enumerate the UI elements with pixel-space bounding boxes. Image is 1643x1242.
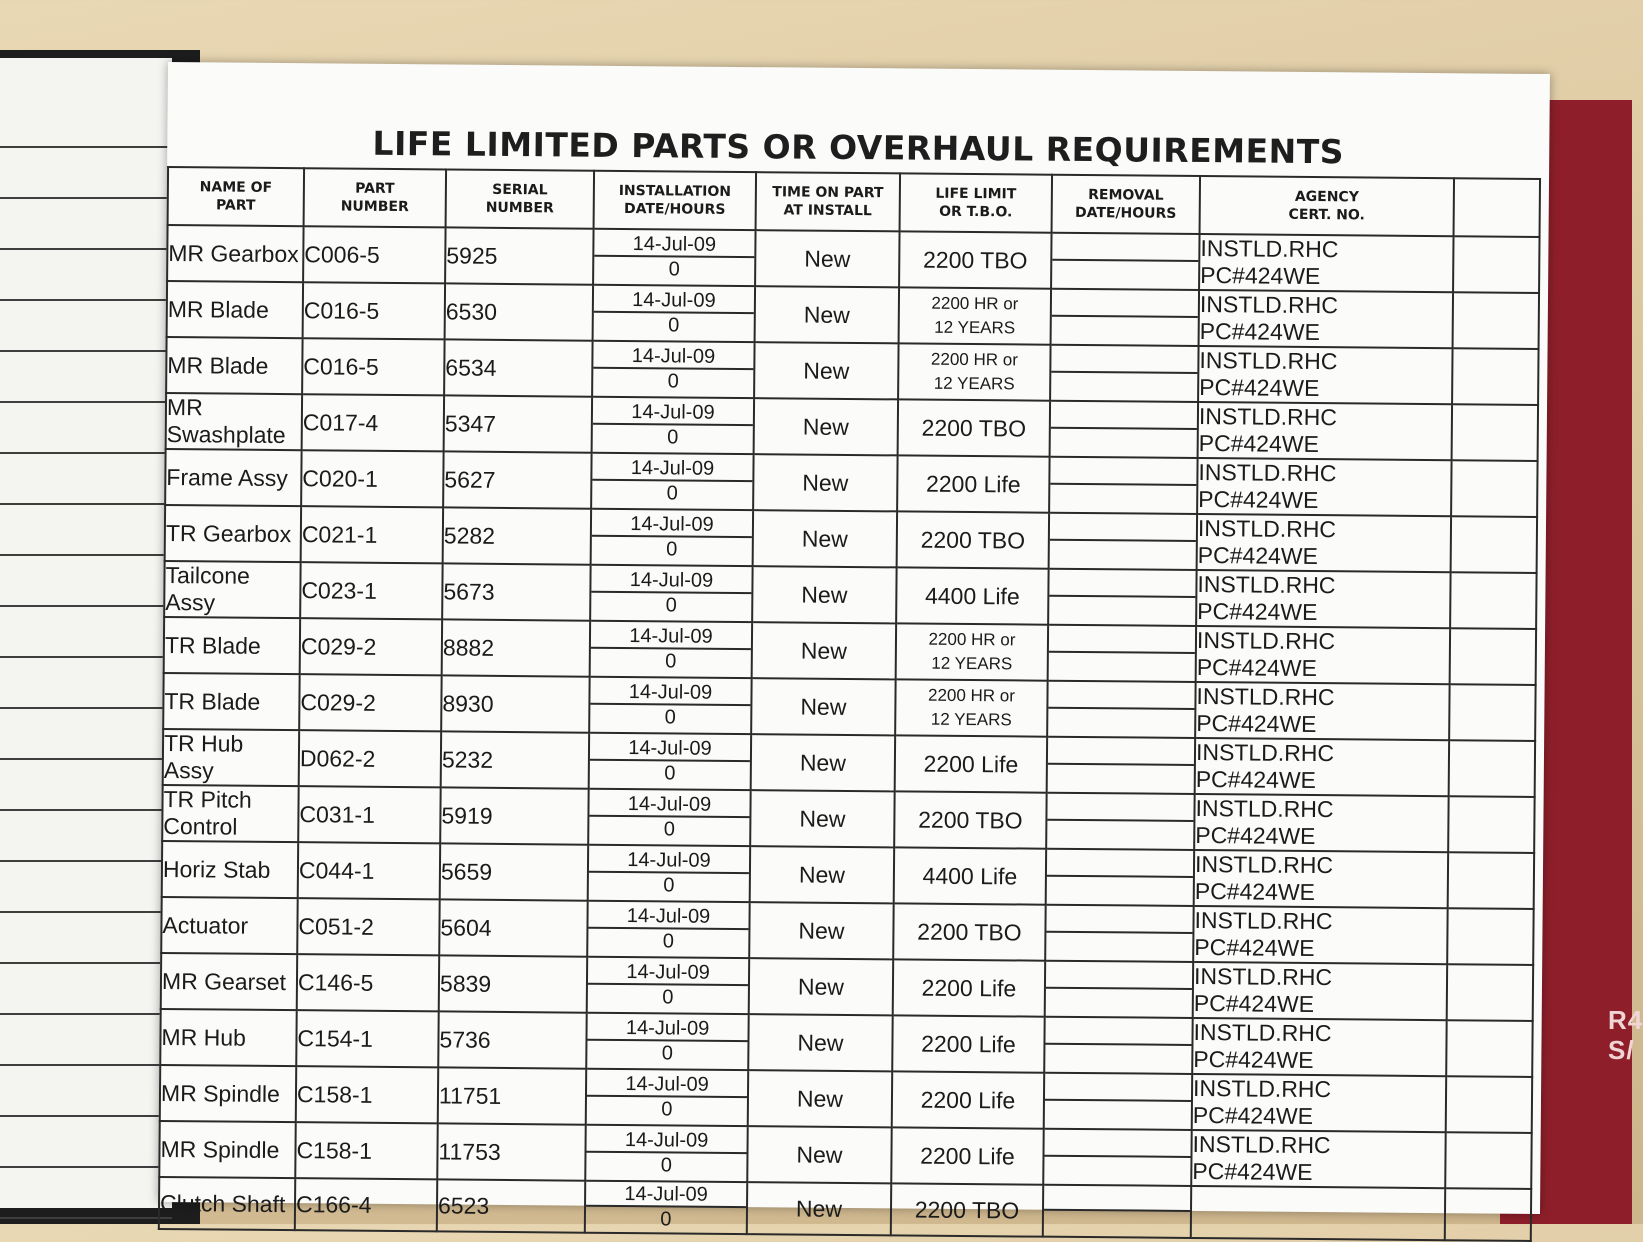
agency-cert: INSTLD.RHC PC#424WE [1194, 850, 1448, 908]
left-lined-page [0, 58, 172, 1208]
removal-date [1049, 573, 1195, 598]
life-limit: 2200 HR or 12 YEARS [898, 343, 1050, 400]
agency-cert: INSTLD.RHC PC#424WE [1194, 794, 1448, 852]
installation-cell [588, 845, 750, 902]
header-agency: AGENCY CERT. NO. [1200, 176, 1454, 236]
removal-cell [1048, 625, 1196, 682]
ruled-line [0, 1217, 172, 1219]
ruled-line [0, 656, 172, 658]
time-on-part: New [751, 678, 895, 735]
removal-cell [1050, 345, 1198, 402]
removal-date [1049, 629, 1195, 654]
serial-number: 6534 [444, 339, 592, 396]
part-number: C021-1 [301, 506, 443, 563]
removal-hours [1051, 429, 1197, 454]
serial-number: 5839 [439, 955, 587, 1012]
ruled-line [0, 503, 172, 505]
part-number: C017-4 [302, 394, 444, 451]
life-limit: 4400 Life [894, 847, 1046, 904]
installation-date: 14-Jul-09 [589, 793, 749, 818]
part-number: C154-1 [296, 1010, 438, 1067]
installation-date: 14-Jul-09 [590, 681, 750, 706]
ruled-line [0, 758, 172, 760]
removal-date [1052, 237, 1198, 262]
life-limit: 2200 Life [892, 1071, 1044, 1128]
ruled-line [0, 350, 172, 352]
removal-cell [1046, 849, 1194, 906]
removal-hours [1047, 821, 1193, 846]
agency-cert: INSTLD.RHC PC#424WE [1192, 1018, 1446, 1076]
ruled-line [0, 809, 172, 811]
header-life-limit: LIFE LIMIT OR T.B.O. [900, 173, 1053, 232]
installation-date: 14-Jul-09 [586, 1183, 746, 1208]
time-on-part: New [751, 734, 895, 791]
installation-hours: 0 [664, 706, 676, 729]
agency-cert: INSTLD.RHC PC#424WE [1197, 514, 1451, 572]
installation-date: 14-Jul-09 [594, 233, 754, 258]
removal-date [1045, 1021, 1191, 1046]
life-limit: 2200 HR or 12 YEARS [899, 287, 1051, 344]
removal-date [1052, 293, 1198, 318]
ruled-line [0, 911, 172, 913]
part-name: Clutch Shaft [159, 1177, 295, 1230]
removal-hours [1048, 709, 1194, 734]
life-limit: 2200 HR or 12 YEARS [895, 679, 1047, 736]
installation-cell [590, 621, 752, 678]
part-number: C029-2 [299, 674, 441, 731]
part-name: MR Blade [167, 281, 303, 338]
agency-cert: INSTLD.RHC PC#424WE [1193, 906, 1447, 964]
agency-cert: INSTLD.RHC PC#424WE [1192, 1074, 1446, 1132]
time-on-part: New [750, 790, 894, 847]
time-on-part: New [748, 1014, 892, 1071]
removal-hours [1048, 765, 1194, 790]
removal-date [1048, 685, 1194, 710]
ruled-line [0, 962, 172, 964]
removal-hours [1052, 261, 1198, 286]
part-name: MR Gearbox [167, 225, 303, 282]
blank-cell [1450, 628, 1536, 685]
removal-hours [1047, 877, 1193, 902]
page-title: LIFE LIMITED PARTS OR OVERHAUL REQUIREMENTS [372, 123, 1345, 172]
agency-cert: INSTLD.RHC PC#424WE [1191, 1130, 1445, 1188]
agency-cert: INSTLD.RHC PC#424WE [1197, 458, 1451, 516]
installation-date: 14-Jul-09 [589, 849, 749, 874]
ruled-line [0, 554, 172, 556]
ruled-line [0, 1013, 172, 1015]
time-on-part: New [747, 1182, 891, 1235]
life-limit: 2200 HR or 12 YEARS [896, 623, 1048, 680]
removal-date [1050, 461, 1196, 486]
life-limit: 2200 TBO [898, 399, 1050, 456]
removal-hours [1049, 653, 1195, 678]
removal-hours [1046, 989, 1192, 1014]
installation-cell [592, 341, 754, 398]
life-limit: 2200 TBO [893, 903, 1045, 960]
part-number: C031-1 [298, 786, 440, 843]
removal-cell [1051, 289, 1199, 346]
serial-number: 8930 [441, 675, 589, 732]
part-name: TR Gearbox [165, 505, 301, 562]
agency-cert: INSTLD.RHC PC#424WE [1199, 234, 1453, 292]
blank-cell [1448, 796, 1534, 853]
time-on-part: New [749, 958, 893, 1015]
removal-hours [1049, 597, 1195, 622]
blank-cell [1446, 1020, 1532, 1077]
agency-cert: INSTLD.RHC PC#424WE [1198, 402, 1452, 460]
part-name: MR Swashplate [166, 393, 302, 450]
ruled-line [0, 1064, 172, 1066]
serial-number: 11753 [437, 1123, 585, 1180]
blank-cell [1447, 908, 1533, 965]
removal-date [1044, 1133, 1190, 1158]
removal-date [1051, 349, 1197, 374]
time-on-part: New [755, 230, 899, 287]
installation-cell [586, 1069, 748, 1126]
serial-number: 5604 [439, 899, 587, 956]
installation-hours: 0 [663, 818, 675, 841]
part-name: TR Blade [164, 617, 300, 674]
life-limit: 2200 TBO [891, 1183, 1043, 1236]
removal-cell [1051, 233, 1199, 290]
serial-number: 5282 [443, 507, 591, 564]
installation-cell [591, 509, 753, 566]
blank-cell [1449, 684, 1535, 741]
installation-cell [590, 565, 752, 622]
removal-date [1046, 965, 1192, 990]
part-number: D062-2 [299, 730, 441, 787]
installation-cell [593, 229, 755, 286]
part-number: C006-5 [303, 226, 445, 283]
serial-number: 5673 [442, 563, 590, 620]
serial-number: 8882 [442, 619, 590, 676]
serial-number: 5232 [441, 731, 589, 788]
serial-number: 5736 [438, 1011, 586, 1068]
removal-hours [1050, 541, 1196, 566]
time-on-part: New [752, 622, 896, 679]
ruled-line [0, 707, 172, 709]
installation-hours: 0 [660, 1154, 673, 1177]
agency-cert: INSTLD.RHC PC#424WE [1195, 682, 1449, 740]
time-on-part: New [753, 454, 897, 511]
part-number: C016-5 [302, 338, 444, 395]
installation-date: 14-Jul-09 [592, 457, 752, 482]
cover-text: R4 S/ [1608, 1005, 1643, 1065]
removal-cell [1047, 681, 1195, 738]
removal-date [1046, 909, 1192, 934]
installation-hours: 0 [665, 650, 677, 673]
installation-date: 14-Jul-09 [594, 289, 754, 314]
part-number: C158-1 [295, 1122, 437, 1179]
installation-date: 14-Jul-09 [592, 513, 752, 538]
blank-cell [1451, 516, 1537, 573]
part-name: Actuator [161, 897, 297, 954]
removal-cell [1044, 1073, 1192, 1130]
installation-hours: 0 [664, 762, 676, 785]
ruled-line [0, 605, 172, 607]
installation-hours: 0 [663, 874, 675, 897]
serial-number: 5919 [440, 787, 588, 844]
installation-date: 14-Jul-09 [586, 1129, 746, 1154]
installation-hours: 0 [660, 1208, 672, 1231]
time-on-part: New [750, 846, 894, 903]
table-row [159, 1177, 1531, 1241]
installation-hours: 0 [662, 986, 674, 1009]
serial-number: 11751 [438, 1067, 586, 1124]
part-name: Frame Assy [165, 449, 301, 506]
blank-cell [1450, 572, 1536, 629]
time-on-part: New [748, 1070, 892, 1127]
installation-cell [585, 1181, 747, 1234]
ruled-line [0, 248, 172, 250]
removal-date [1051, 405, 1197, 430]
installation-hours: 0 [668, 314, 680, 337]
removal-cell [1047, 737, 1195, 794]
installation-date: 14-Jul-09 [590, 737, 750, 762]
removal-hours [1045, 1101, 1191, 1126]
serial-number: 6523 [437, 1179, 585, 1232]
removal-hours [1052, 317, 1198, 342]
serial-number: 5347 [444, 395, 592, 452]
installation-cell [591, 453, 753, 510]
removal-cell [1048, 569, 1196, 626]
time-on-part: New [747, 1126, 891, 1183]
removal-cell [1050, 401, 1198, 458]
part-name: TR Hub Assy [163, 729, 299, 786]
life-limit: 2200 Life [895, 735, 1047, 792]
part-number: C020-1 [301, 450, 443, 507]
installation-cell [589, 733, 751, 790]
installation-cell [587, 901, 749, 958]
serial-number: 5627 [443, 451, 591, 508]
part-number: C051-2 [297, 898, 439, 955]
removal-hours [1045, 1045, 1191, 1070]
agency-cert [1191, 1186, 1445, 1240]
part-name: MR Hub [160, 1009, 296, 1066]
serial-number: 5925 [445, 227, 593, 284]
logbook-page [158, 62, 1550, 1231]
installation-date: 14-Jul-09 [591, 569, 751, 594]
installation-date: 14-Jul-09 [587, 1017, 747, 1042]
header-installation: INSTALLATION DATE/HOURS [594, 171, 756, 230]
removal-cell [1049, 457, 1197, 514]
ruled-line [0, 299, 172, 301]
blank-cell [1445, 1188, 1531, 1241]
agency-cert: INSTLD.RHC PC#424WE [1196, 626, 1450, 684]
ruled-line [0, 197, 172, 199]
blank-cell [1453, 292, 1539, 349]
removal-hours [1050, 485, 1196, 510]
part-name: MR Spindle [159, 1121, 295, 1178]
installation-hours: 0 [666, 482, 678, 505]
installation-cell [587, 957, 749, 1014]
installation-date: 14-Jul-09 [593, 345, 753, 370]
part-number: C023-1 [300, 562, 442, 619]
ruled-line [0, 146, 172, 148]
installation-cell [589, 677, 751, 734]
removal-hours [1044, 1211, 1190, 1236]
ruled-line [0, 860, 172, 862]
installation-date: 14-Jul-09 [588, 961, 748, 986]
blank-cell [1451, 460, 1537, 517]
installation-hours: 0 [667, 426, 679, 449]
removal-date [1044, 1187, 1190, 1212]
part-name: MR Spindle [160, 1065, 296, 1122]
part-number: C029-2 [300, 618, 442, 675]
time-on-part: New [754, 342, 898, 399]
installation-date: 14-Jul-09 [591, 625, 751, 650]
ruled-line [0, 1166, 172, 1168]
part-number: C016-5 [303, 282, 445, 339]
blank-cell [1453, 236, 1539, 293]
removal-hours [1046, 933, 1192, 958]
installation-hours: 0 [661, 1042, 674, 1065]
part-name: Tailcone Assy [164, 561, 300, 618]
blank-cell [1447, 964, 1533, 1021]
removal-date [1048, 741, 1194, 766]
life-limit: 2200 Life [893, 959, 1045, 1016]
agency-cert: INSTLD.RHC PC#424WE [1195, 738, 1449, 796]
blank-cell [1452, 404, 1538, 461]
part-number: C158-1 [296, 1066, 438, 1123]
header-name-of-part: NAME OF PART [168, 167, 305, 226]
agency-cert: INSTLD.RHC PC#424WE [1198, 346, 1452, 404]
installation-date: 14-Jul-09 [588, 905, 748, 930]
time-on-part: New [755, 286, 899, 343]
removal-date [1045, 1077, 1191, 1102]
life-limit: 4400 Life [896, 567, 1048, 624]
life-limit: 2200 TBO [899, 231, 1051, 288]
blank-cell [1449, 740, 1535, 797]
part-name: TR Blade [163, 673, 299, 730]
installation-hours: 0 [661, 1098, 673, 1121]
header-serial-number: SERIAL NUMBER [446, 169, 595, 228]
installation-cell [585, 1125, 747, 1182]
removal-cell [1043, 1185, 1191, 1238]
parts-table [158, 166, 1541, 1242]
header-removal: REMOVAL DATE/HOURS [1052, 175, 1201, 234]
installation-date: 14-Jul-09 [593, 401, 753, 426]
life-limit: 2200 TBO [894, 791, 1046, 848]
part-name: Horiz Stab [162, 841, 298, 898]
blank-cell [1448, 852, 1534, 909]
removal-date [1047, 797, 1193, 822]
part-number: C146-5 [297, 954, 439, 1011]
removal-hours [1051, 373, 1197, 398]
installation-cell [586, 1013, 748, 1070]
installation-hours: 0 [665, 594, 677, 617]
agency-cert: INSTLD.RHC PC#424WE [1196, 570, 1450, 628]
serial-number: 5659 [440, 843, 588, 900]
time-on-part: New [752, 566, 896, 623]
blank-cell [1445, 1132, 1531, 1189]
time-on-part: New [754, 398, 898, 455]
part-name: MR Gearset [161, 953, 297, 1010]
part-number: C166-4 [295, 1178, 437, 1231]
header-time-on-part: TIME ON PART AT INSTALL [756, 172, 901, 231]
removal-cell [1044, 1017, 1192, 1074]
installation-hours: 0 [667, 370, 679, 393]
header-part-number: PART NUMBER [304, 168, 447, 227]
time-on-part: New [749, 902, 893, 959]
installation-hours: 0 [662, 930, 675, 953]
ruled-line [0, 401, 172, 403]
agency-cert: INSTLD.RHC PC#424WE [1193, 962, 1447, 1020]
removal-cell [1049, 513, 1197, 570]
removal-cell [1043, 1129, 1191, 1186]
life-limit: 2200 Life [891, 1127, 1043, 1184]
removal-date [1050, 517, 1196, 542]
serial-number: 6530 [445, 283, 593, 340]
life-limit: 2200 Life [897, 455, 1049, 512]
installation-cell [593, 285, 755, 342]
installation-cell [588, 789, 750, 846]
installation-hours: 0 [666, 538, 678, 561]
installation-hours: 0 [668, 258, 680, 281]
installation-date: 14-Jul-09 [587, 1073, 747, 1098]
part-name: MR Blade [166, 337, 302, 394]
life-limit: 2200 Life [892, 1015, 1044, 1072]
removal-cell [1045, 905, 1193, 962]
ruled-line [0, 1115, 172, 1117]
removal-cell [1046, 793, 1194, 850]
time-on-part: New [753, 510, 897, 567]
part-number: C044-1 [298, 842, 440, 899]
agency-cert: INSTLD.RHC PC#424WE [1199, 290, 1453, 348]
installation-cell [592, 397, 754, 454]
life-limit: 2200 TBO [897, 511, 1049, 568]
blank-cell [1452, 348, 1538, 405]
removal-date [1047, 853, 1193, 878]
blank-cell [1446, 1076, 1532, 1133]
header-blank [1454, 178, 1541, 237]
part-name: TR Pitch Control [162, 785, 298, 842]
removal-hours [1044, 1157, 1190, 1182]
removal-cell [1045, 961, 1193, 1018]
ruled-line [0, 452, 172, 454]
